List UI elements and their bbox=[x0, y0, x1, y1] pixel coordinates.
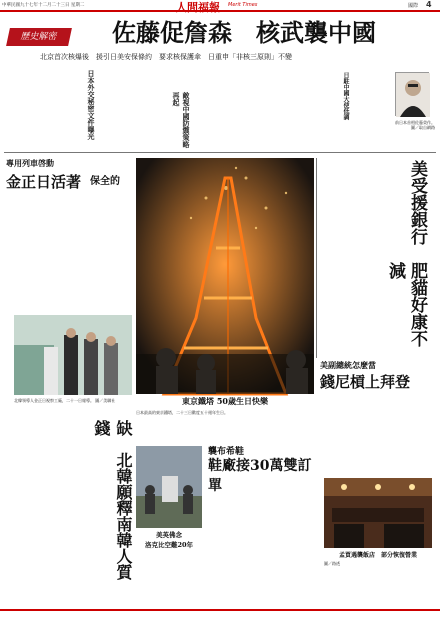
lead-title: 佐藤促詹森 核武襲中國 bbox=[112, 18, 376, 47]
factory-caption bbox=[14, 398, 132, 418]
hotel-caption: 孟買遇襲飯店 部分恢復營業 bbox=[338, 552, 417, 559]
hotel-credit: 圖／路透 bbox=[324, 561, 340, 566]
header-logo: 人間福報 bbox=[176, 1, 220, 14]
factory-caption-text: 北韓領導人金正日視察工廠，二十一日報導。 bbox=[14, 398, 94, 403]
lockerbie-text bbox=[136, 554, 202, 594]
hotel-text bbox=[324, 561, 432, 591]
lockerbie-caption-2: 洛克比空難20年 bbox=[144, 541, 194, 549]
bank-title: 美受援銀行 bbox=[407, 160, 427, 245]
header-logo-en: Merit Times bbox=[228, 2, 258, 8]
footer-rule bbox=[0, 609, 440, 611]
page-header bbox=[0, 0, 440, 12]
train-kicker: 專用列車啓動 bbox=[6, 159, 54, 168]
tokyo-tower-icon bbox=[136, 158, 314, 394]
bank-title-2: 肥貓好康不減 bbox=[385, 262, 427, 347]
train-title: 金正日活著 bbox=[6, 173, 82, 191]
train-body bbox=[4, 196, 132, 312]
portrait-figure-icon bbox=[396, 73, 430, 117]
hotel-photo bbox=[324, 478, 432, 548]
shoe-kicker: 襲布希鞋 bbox=[208, 447, 245, 457]
cheney-kicker: 美副總統怎麼當 bbox=[320, 361, 376, 370]
lead-body-left bbox=[4, 67, 82, 147]
train-title-tail: 保全的 bbox=[90, 176, 120, 187]
portrait-credit: 圖／取自網路 bbox=[411, 125, 435, 131]
nk-title-b: 北韓願釋南韓人質 bbox=[114, 452, 133, 580]
bank-body bbox=[318, 158, 400, 358]
lead-body-right bbox=[194, 67, 334, 147]
nk-title-a: 缺錢 bbox=[92, 420, 133, 436]
header-date: 中華民國九十七年十二月二十三日 星期二 bbox=[2, 3, 85, 8]
factory-credit: 圖／美聯社 bbox=[95, 398, 116, 403]
lockerbie-caption-1: 美英佛念 bbox=[156, 531, 182, 539]
lockerbie-caption bbox=[136, 530, 202, 552]
cheney-body bbox=[318, 394, 436, 440]
cheney-title: 錢尼槓上拜登 bbox=[320, 373, 411, 391]
lead-col2-title: 敵視中國防禦策略再起 bbox=[172, 92, 191, 148]
header-page-number: 4 bbox=[426, 0, 432, 9]
portrait-caption-text: 前日本首相佐藤榮作。 bbox=[395, 120, 435, 125]
nk-body bbox=[4, 422, 108, 592]
lead-col1-title: 日本外交秘密文件曝光 bbox=[87, 70, 96, 140]
tokyo-tower-photo bbox=[136, 158, 314, 394]
column-rule bbox=[316, 158, 317, 358]
factory-photo bbox=[14, 315, 132, 395]
header-section: 國際 bbox=[408, 3, 419, 9]
lead-col3-title: 日駐中國大使低調 bbox=[342, 72, 349, 120]
lead-subtitle: 北京首次核爆後 援引日美安保條約 要求核保護傘 日重申「非核三原則」不變 bbox=[40, 53, 292, 61]
factory-scene-icon bbox=[14, 315, 132, 395]
memorial-scene-icon bbox=[136, 446, 202, 528]
shoe-body bbox=[206, 478, 318, 594]
lockerbie-photo bbox=[136, 446, 202, 528]
shoe-title: 鞋廠接30萬雙訂單 bbox=[208, 458, 312, 494]
portrait-caption bbox=[385, 120, 435, 154]
hotel-lobby-icon bbox=[324, 478, 432, 548]
tower-text: 日本最高的東京鐵塔，二十三日歡度五十週年生日。 bbox=[136, 410, 228, 415]
tower-caption: 東京鐵塔 50歲生日快樂 bbox=[182, 396, 268, 406]
section-divider bbox=[4, 152, 436, 153]
portrait-photo bbox=[395, 72, 429, 116]
lead-body-mid bbox=[100, 67, 170, 147]
lead-kicker-text: 歷史解密 bbox=[19, 32, 59, 42]
lead-kicker bbox=[6, 28, 72, 46]
